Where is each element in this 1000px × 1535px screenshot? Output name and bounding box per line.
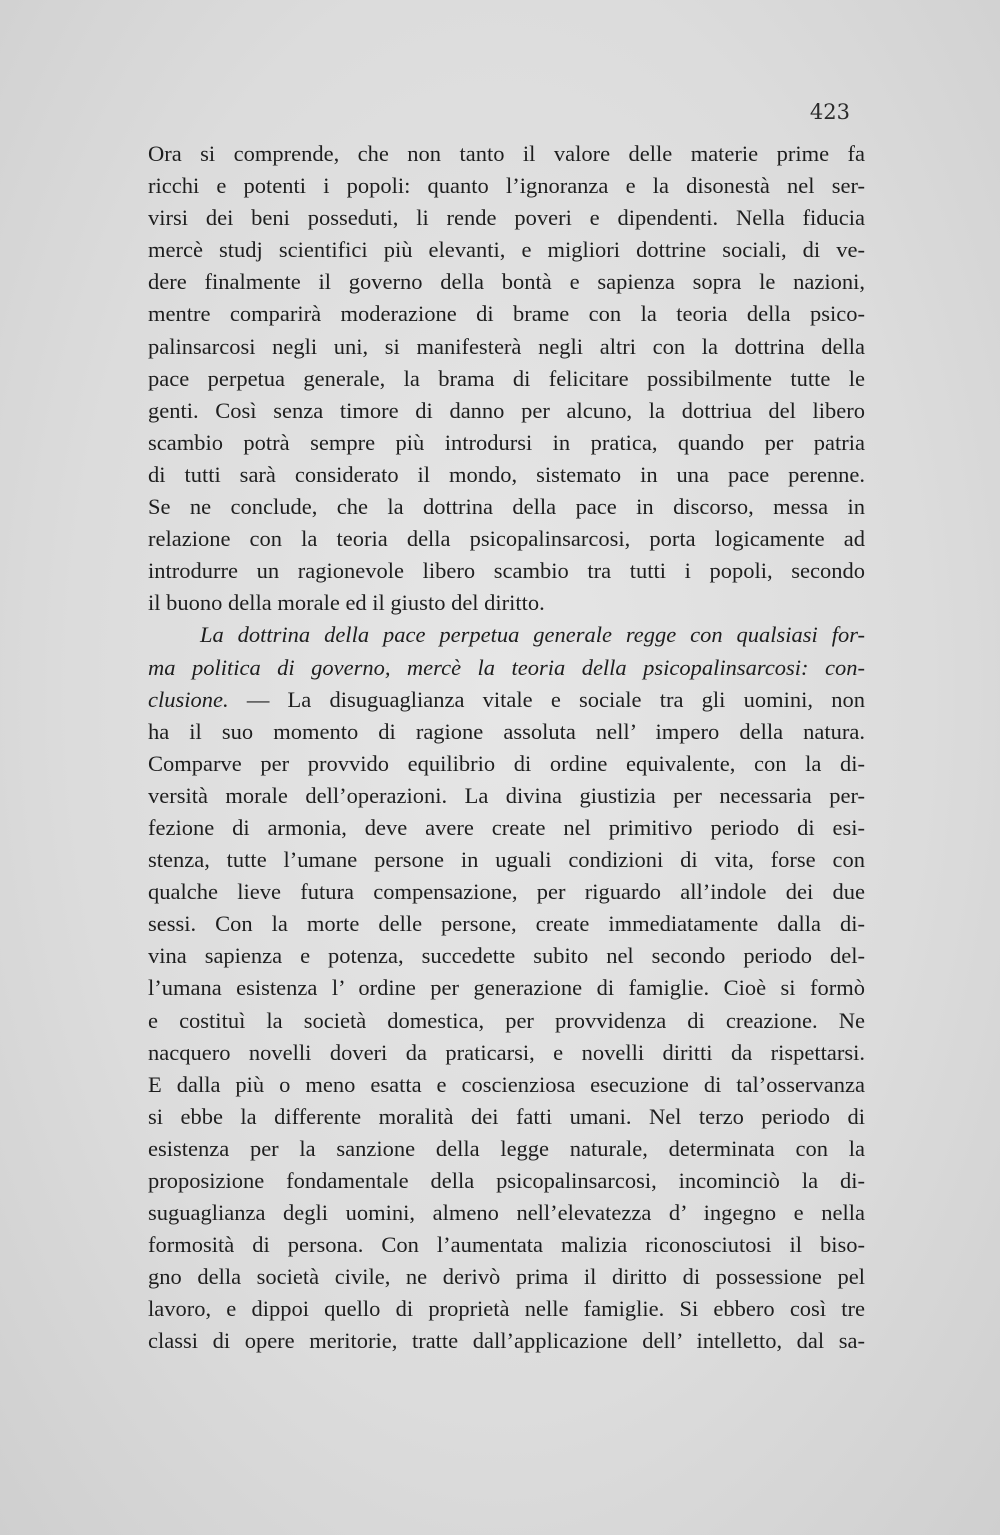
text-line: fezione di armonia, deve avere create nel primitivo periodo di esi-	[148, 814, 865, 840]
text-line: mentre comparirà moderazione di brame con la teoria della psico-	[148, 301, 865, 327]
page-number: 423	[809, 100, 850, 124]
text-line: di tutti sarà considerato il mondo, sistemato in una pace perenne.	[148, 461, 865, 487]
text-line: sessi. Con la morte delle persone, create immediatamente dalla di-	[148, 911, 865, 937]
text-line	[148, 684, 865, 716]
text-line: mercè studj scientifici più elevanti, e migliori dottrine sociali, di ve-	[148, 237, 865, 263]
text-line: e costituì la società domestica, per provvidenza di creazione. Ne	[148, 1007, 865, 1033]
text-line: esistenza per la sanzione della legge naturale, determinata con la	[148, 1135, 865, 1161]
section-heading-line: La dottrina della pace perpetua generale regge con qualsiasi for-	[200, 622, 865, 648]
text-line: versità morale dell’operazioni. La divina giustizia per necessaria per-	[148, 782, 865, 808]
text-line: nacquero novelli doveri da praticarsi, e novelli diritti da rispettarsi.	[148, 1039, 865, 1065]
text-line: stenza, tutte l’umane persone in uguali condizioni di vita, forse con	[148, 847, 865, 873]
text-line: classi di opere meritorie, tratte dall’applicazione dell’ intelletto, dal sa-	[148, 1328, 865, 1354]
section-heading-line: ma politica di governo, mercè la teoria della psicopalinsarcosi: con-	[148, 654, 865, 680]
text-line: qualche lieve futura compensazione, per riguardo all’indole dei due	[148, 879, 865, 905]
text-line: ha il suo momento di ragione assoluta nell’ impero della natura.	[148, 718, 865, 744]
text-line: pace perpetua generale, la brama di felicitare possibilmente tutte le	[148, 365, 865, 391]
text-line: Ora si comprende, che non tanto il valore delle materie prime fa	[148, 141, 865, 166]
text-line: vina sapienza e potenza, succedette subito nel secondo periodo del-	[148, 943, 865, 969]
text-line: l’umana esistenza l’ ordine per generazione di famiglie. Cioè si formò	[148, 975, 865, 1001]
text-line: lavoro, e dippoi quello di proprietà nelle famiglie. Si ebbero così tre	[148, 1296, 865, 1322]
text-line: relazione con la teoria della psicopalinsarcosi, porta logicamente ad	[148, 526, 865, 552]
text-line: suguaglianza degli uomini, almeno nell’elevatezza d’ ingegno e nella	[148, 1200, 865, 1226]
text-line-rest: — La disuguaglianza vitale e sociale tra gli uomini, non	[228, 686, 865, 712]
text-line: il buono della morale ed il giusto del diritto.	[148, 590, 545, 616]
text-line: virsi dei beni posseduti, li rende poveri e dipendenti. Nella fiducia	[148, 205, 865, 231]
text-line: proposizione fondamentale della psicopalinsarcosi, incominciò la di-	[148, 1168, 865, 1193]
text-line: introdurre un ragionevole libero scambio tra tutti i popoli, secondo	[148, 558, 865, 584]
text-line: palinsarcosi negli uni, si manifesterà negli altri con la dottrina della	[148, 333, 865, 359]
body-text	[148, 138, 865, 1358]
text-line: scambio potrà sempre più introdursi in pratica, quando per patria	[148, 429, 865, 455]
text-line: Comparve per provvido equilibrio di ordine equivalente, con la di-	[148, 750, 865, 776]
text-line: si ebbe la differente moralità dei fatti umani. Nel terzo periodo di	[148, 1103, 865, 1129]
text-line: gno della società civile, ne derivò prima il diritto di possessione pel	[148, 1264, 865, 1290]
text-line: E dalla più o meno esatta e coscienziosa esecuzione di tal’osservanza	[148, 1071, 865, 1097]
text-line: Se ne conclude, che la dottrina della pace in discorso, messa in	[148, 494, 865, 520]
text-line: ricchi e potenti i popoli: quanto l’ignoranza e la disonestà nel ser-	[148, 173, 865, 199]
text-line: formosità di persona. Con l’aumentata malizia riconosciutosi il biso-	[148, 1232, 865, 1258]
section-heading-end: clusione.	[148, 686, 229, 712]
text-line: genti. Così senza timore di danno per alcuno, la dottriua del libero	[148, 397, 865, 423]
text-line: dere finalmente il governo della bontà e sapienza sopra le nazioni,	[148, 269, 865, 295]
